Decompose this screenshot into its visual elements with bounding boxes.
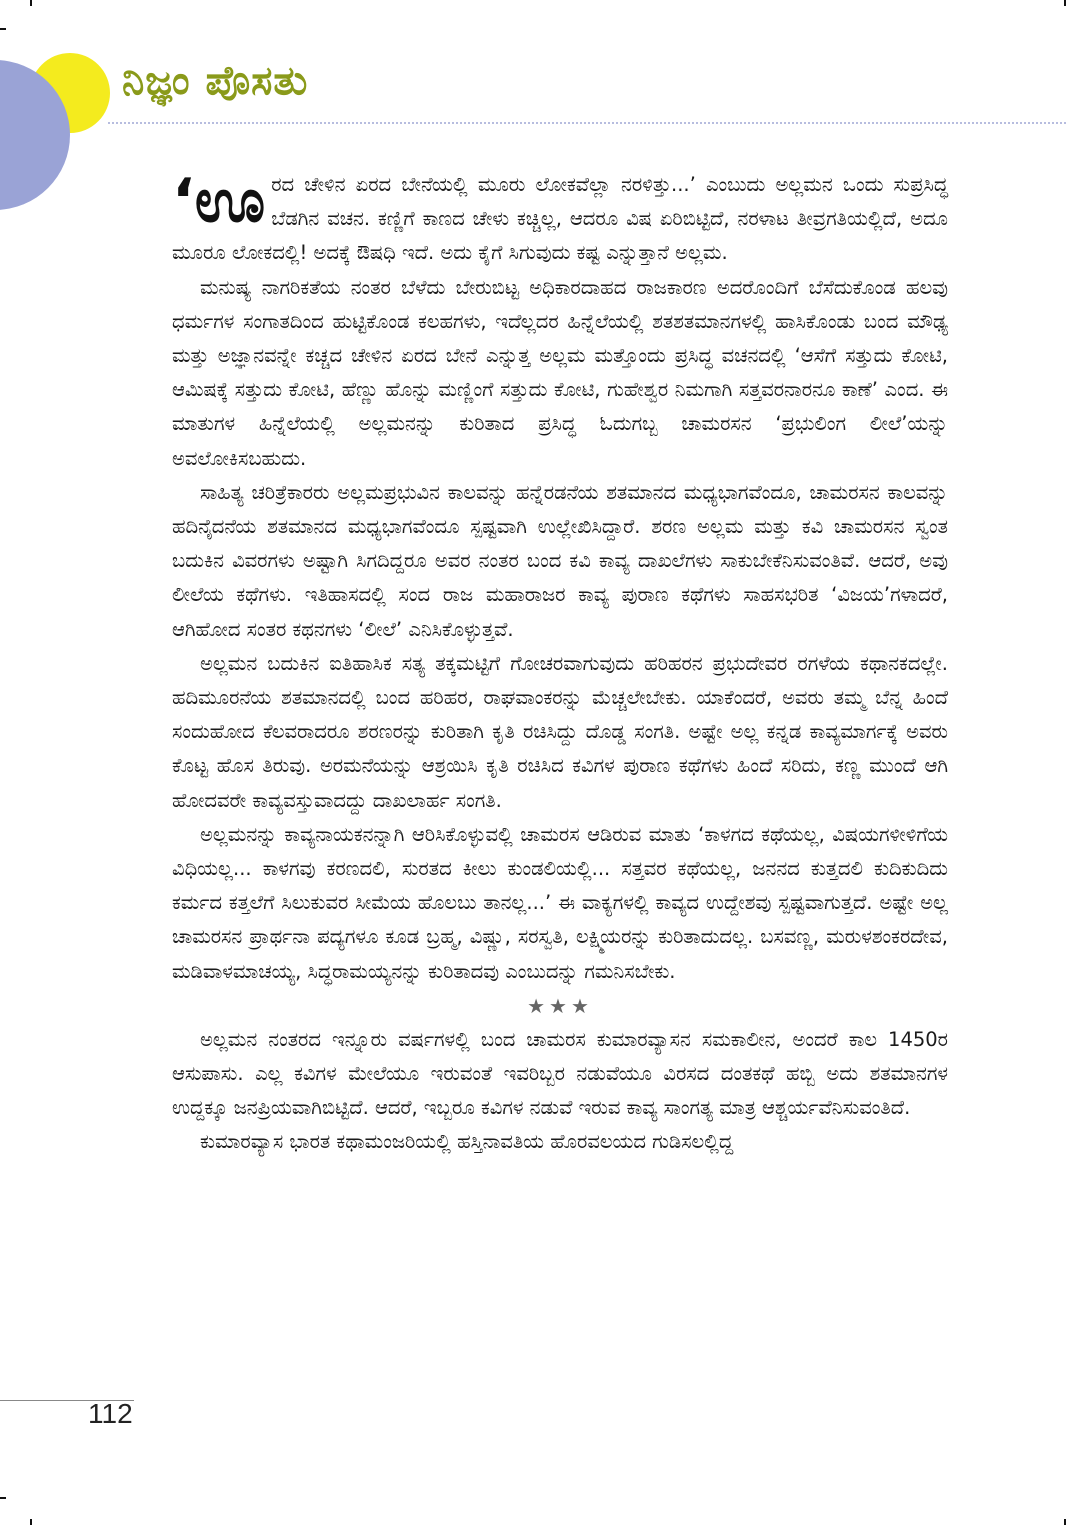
page-number: 112	[88, 1398, 133, 1429]
section-separator: ★★★	[527, 993, 593, 1018]
crop-mark-bottom-left-v	[30, 1519, 32, 1525]
drop-cap: ‘ಊ	[172, 166, 266, 236]
paragraph-1	[172, 168, 948, 271]
section-title: ನಿಜ್ಞಂ ಪೊಸತು	[122, 58, 309, 104]
paragraph-6: ಅಲ್ಲಮನ ನಂತರದ ಇನ್ನೂರು ವರ್ಷಗಳಲ್ಲಿ ಬಂದ ಚಾಮರಸ ಕುಮಾರವ್ಯಾಸನ ಸಮಕಾಲೀನ, ಅಂದರೆ ಕಾಲ 1450ರ ಆಸುಪಾಸು. ಎಲ್ಲ ಕವಿಗಳ ಮೇಲೆಯೂ ಇರುವಂತೆ ಇವರಿಬ್ಬರ ನಡುವೆಯೂ ವಿರಸದ ದಂತಕಥೆ ಹಬ್ಬಿ ಅದು ಶತಮಾನಗಳ ಉದ್ದಕ್ಕೂ ಜನಪ್ರಿಯವಾಗಿಬಿಟ್ಟಿದೆ. ಆದರೆ, ಇಬ್ಬರೂ ಕವಿಗಳ ನಡುವೆ ಇರುವ ಕಾವ್ಯ ಸಾಂಗತ್ಯ ಮಾತ್ರ ಆಶ್ಚರ್ಯವೆನಿಸುವಂತಿದೆ.	[172, 1027, 948, 1120]
crop-mark-top-left-v	[30, 0, 32, 6]
paragraph-2: ಮನುಷ್ಯ ನಾಗರಿಕತೆಯ ನಂತರ ಬೆಳೆದು ಬೇರುಬಿಟ್ಟ ಅಧಿಕಾರದಾಹದ ರಾಜಕಾರಣ ಅದರೊಂದಿಗೆ ಬೆಸೆದುಕೊಂಡ ಹಲವು ಧರ್ಮಗಳ ಸಂಗಾತದಿಂದ ಹುಟ್ಟಿಕೊಂಡ ಕಲಹಗಳು, ಇದೆಲ್ಲದರ ಹಿನ್ನೆಲೆಯಲ್ಲಿ ಶತಶತಮಾನಗಳಲ್ಲಿ ಹಾಸಿಕೊಂಡು ಬಂದ ಮೌಢ್ಯ ಮತ್ತು ಅಜ್ಞಾನವನ್ನೇ ಕಚ್ಚದ ಚೇಳಿನ ಏರದ ಬೇನೆ ಎನ್ನುತ್ತ ಅಲ್ಲಮ ಮತ್ತೊಂದು ಪ್ರಸಿದ್ಧ ವಚನದಲ್ಲಿ ‘ಆಸೆಗೆ ಸತ್ತುದು ಕೋಟಿ, ಆಮಿಷಕ್ಕೆ ಸತ್ತುದು ಕೋಟಿ, ಹೆಣ್ಣು ಹೊನ್ನು ಮಣ್ಣಿಂಗೆ ಸತ್ತುದು ಕೋಟಿ, ಗುಹೇಶ್ವರ ನಿಮಗಾಗಿ ಸತ್ತವರನಾರನೂ ಕಾಣೆ’ ಎಂದ. ಈ ಮಾತುಗಳ ಹಿನ್ನೆಲೆಯಲ್ಲಿ ಅಲ್ಲಮನನ್ನು ಕುರಿತಾದ ಪ್ರಸಿದ್ಧ ಓದುಗಬ್ಬ ಚಾಮರಸನ ‘ಪ್ರಭುಲಿಂಗ ಲೀಲೆ’ಯನ್ನು ಅವಲೋಕಿಸಬಹುದು.	[172, 275, 948, 470]
paragraph-5: ಅಲ್ಲಮನನ್ನು ಕಾವ್ಯನಾಯಕನನ್ನಾಗಿ ಆರಿಸಿಕೊಳ್ಳುವಲ್ಲಿ ಚಾಮರಸ ಆಡಿರುವ ಮಾತು ‘ಕಾಳಗದ ಕಥೆಯಲ್ಲ, ವಿಷಯಗಳೀಳಿಗೆಯ ವಿಧಿಯಲ್ಲ... ಕಾಳಗವು ಕರಣದಲಿ, ಸುರತದ ಕೀಲು ಕುಂಡಲಿಯಲ್ಲಿ... ಸತ್ತವರ ಕಥೆಯಲ್ಲ, ಜನನದ ಕುತ್ತದಲಿ ಕುದಿಕುದಿದು ಕರ್ಮದ ಕತ್ತಲೆಗೆ ಸಿಲುಕುವರ ಸೀಮೆಯ ಹೊಲಬು ತಾನಲ್ಲ...’ ಈ ವಾಕ್ಯಗಳಲ್ಲಿ ಕಾವ್ಯದ ಉದ್ದೇಶವು ಸ್ಪಷ್ಟವಾಗುತ್ತದೆ. ಅಷ್ಟೇ ಅಲ್ಲ ಚಾಮರಸನ ಪ್ರಾರ್ಥನಾ ಪದ್ಯಗಳೂ ಕೂಡ ಬ್ರಹ್ಮ, ವಿಷ್ಣು, ಸರಸ್ವತಿ, ಲಕ್ಷ್ಮಿಯರನ್ನು ಕುರಿತಾದುದಲ್ಲ. ಬಸವಣ್ಣ, ಮರುಳಶಂಕರದೇವ, ಮಡಿವಾಳಮಾಚಯ್ಯ, ಸಿದ್ಧರಾಮಯ್ಯನನ್ನು ಕುರಿತಾದವು ಎಂಬುದನ್ನು ಗಮನಿಸಬೇಕು.	[172, 822, 948, 983]
crop-mark-bottom-left	[0, 1497, 6, 1499]
paragraph-3: ಸಾಹಿತ್ಯ ಚರಿತ್ರೆಕಾರರು ಅಲ್ಲಮಪ್ರಭುವಿನ ಕಾಲವನ್ನು ಹನ್ನೆರಡನೆಯ ಶತಮಾನದ ಮಧ್ಯಭಾಗವೆಂದೂ, ಚಾಮರಸನ ಕಾಲವನ್ನು ಹದಿನೈದನೆಯ ಶತಮಾನದ ಮಧ್ಯಭಾಗವೆಂದೂ ಸ್ಪಷ್ಟವಾಗಿ ಉಲ್ಲೇಖಿಸಿದ್ದಾರೆ. ಶರಣ ಅಲ್ಲಮ ಮತ್ತು ಕವಿ ಚಾಮರಸನ ಸ್ವಂತ ಬದುಕಿನ ವಿವರಗಳು ಅಷ್ಟಾಗಿ ಸಿಗದಿದ್ದರೂ ಅವರ ನಂತರ ಬಂದ ಕವಿ ಕಾವ್ಯ ದಾಖಲೆಗಳು ಸಾಕುಬೇಕೆನಿಸುವಂತಿವೆ. ಆದರೆ, ಅವು ಲೀಲೆಯ ಕಥೆಗಳು. ಇತಿಹಾಸದಲ್ಲಿ ಸಂದ ರಾಜ ಮಹಾರಾಜರ ಕಾವ್ಯ ಪುರಾಣ ಕಥೆಗಳು ಸಾಹಸಭರಿತ ‘ವಿಜಯ’ಗಳಾದರೆ, ಆಗಿಹೋದ ಸಂತರ ಕಥನಗಳು ‘ಲೀಲೆ’ ಎನಿಸಿಕೊಳ್ಳುತ್ತವೆ.	[172, 480, 948, 641]
crop-mark-bottom-right	[1064, 1519, 1066, 1525]
header-dotted-rule	[108, 122, 1066, 124]
article-body	[172, 168, 948, 1160]
crop-mark-top-left	[0, 28, 6, 30]
paragraph-1-text: ರದ ಚೇಳಿನ ಏರದ ಬೇನೆಯಲ್ಲಿ ಮೂರು ಲೋಕವೆಲ್ಲಾ ನರಳಿತ್ತು...’ ಎಂಬುದು ಅಲ್ಲಮನ ಒಂದು ಸುಪ್ರಸಿದ್ಧ ಬೆಡಗಿನ ವಚನ. ಕಣ್ಣಿಗೆ ಕಾಣದ ಚೇಳು ಕಚ್ಚಿಲ್ಲ, ಆದರೂ ವಿಷ ಏರಿಬಿಟ್ಟಿದೆ, ನರಳಾಟ ತೀವ್ರಗತಿಯಲ್ಲಿದೆ, ಅದೂ ಮೂರೂ ಲೋಕದಲ್ಲಿ! ಅದಕ್ಕೆ ಔಷಧಿ ಇದೆ. ಅದು ಕೈಗೆ ಸಿಗುವುದು ಕಷ್ಟ ಎನ್ನುತ್ತಾನೆ ಅಲ್ಲಮ.	[172, 173, 948, 265]
paragraph-7: ಕುಮಾರವ್ಯಾಸ ಭಾರತ ಕಥಾಮಂಜರಿಯಲ್ಲಿ ಹಸ್ತಿನಾವತಿಯ ಹೊರವಲಯದ ಗುಡಿಸಲಲ್ಲಿದ್ದ	[200, 1130, 734, 1154]
paragraph-4: ಅಲ್ಲಮನ ಬದುಕಿನ ಐತಿಹಾಸಿಕ ಸತ್ಯ ತಕ್ಕಮಟ್ಟಿಗೆ ಗೋಚರವಾಗುವುದು ಹರಿಹರನ ಪ್ರಭುದೇವರ ರಗಳೆಯ ಕಥಾನಕದಲ್ಲೇ. ಹದಿಮೂರನೆಯ ಶತಮಾನದಲ್ಲಿ ಬಂದ ಹರಿಹರ, ರಾಘವಾಂಕರನ್ನು ಮೆಚ್ಚಲೇಬೇಕು. ಯಾಕೆಂದರೆ, ಅವರು ತಮ್ಮ ಬೆನ್ನ ಹಿಂದೆ ಸಂದುಹೋದ ಕೆಲವರಾದರೂ ಶರಣರನ್ನು ಕುರಿತಾಗಿ ಕೃತಿ ರಚಿಸಿದ್ದು ದೊಡ್ಡ ಸಂಗತಿ. ಅಷ್ಟೇ ಅಲ್ಲ ಕನ್ನಡ ಕಾವ್ಯಮಾರ್ಗಕ್ಕೆ ಅವರು ಕೊಟ್ಟ ಹೊಸ ತಿರುವು. ಅರಮನೆಯನ್ನು ಆಶ್ರಯಿಸಿ ಕೃತಿ ರಚಿಸಿದ ಕವಿಗಳ ಪುರಾಣ ಕಥೆಗಳು ಹಿಂದೆ ಸರಿದು, ಕಣ್ಣ ಮುಂದೆ ಆಗಿ ಹೋದವರೇ ಕಾವ್ಯವಸ್ತುವಾದದ್ದು ದಾಖಲಾರ್ಹ ಸಂಗತಿ.	[172, 651, 948, 812]
crop-mark-top-right	[1064, 0, 1066, 6]
